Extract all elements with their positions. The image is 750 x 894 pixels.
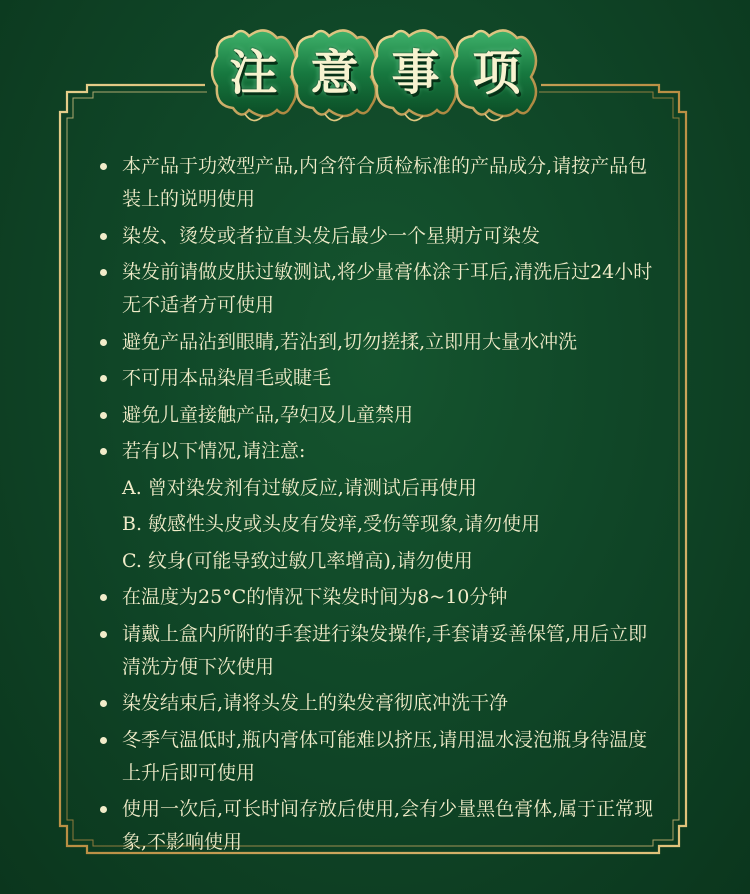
- list-item: [100, 326, 660, 359]
- title-char: 意: [310, 45, 359, 101]
- list-item: [100, 618, 660, 684]
- bullet-icon: [100, 700, 107, 707]
- list-item: [100, 220, 660, 253]
- list-item: [100, 150, 660, 216]
- sub-item: [100, 545, 660, 578]
- item-text: 本产品于功效型产品,内含符合质检标准的产品成分,请按产品包装上的说明使用: [122, 155, 648, 210]
- item-text: C. 纹身(可能导致过敏几率增高),请勿使用: [122, 549, 473, 572]
- title-text: [205, 22, 545, 132]
- item-text: 染发前请做皮肤过敏测试,将少量膏体涂于耳后,清洗后过24小时无不适者方可使用: [122, 261, 653, 316]
- bullet-icon: [100, 339, 107, 346]
- title-char: 事: [391, 45, 440, 101]
- list-item: [100, 581, 660, 614]
- bullet-icon: [100, 412, 107, 419]
- list-item: [100, 256, 660, 322]
- bullet-icon: [100, 806, 107, 813]
- item-text: B. 敏感性头皮或头皮有发痒,受伤等现象,请勿使用: [122, 513, 541, 535]
- list-item: [100, 435, 660, 468]
- list-item: [100, 793, 660, 859]
- item-text: 不可用本品染眉毛或睫毛: [122, 367, 332, 389]
- list-item: [100, 362, 660, 395]
- item-text: 染发结束后,请将头发上的染发膏彻底冲洗干净: [122, 692, 509, 714]
- item-text: 若有以下情况,请注意:: [122, 440, 306, 462]
- bullet-icon: [100, 163, 107, 170]
- bullet-icon: [100, 448, 107, 455]
- notice-list: [100, 150, 660, 863]
- bullet-icon: [100, 269, 107, 276]
- item-text: 染发、烫发或者拉直头发后最少一个星期方可染发: [122, 224, 541, 247]
- bullet-icon: [100, 631, 107, 638]
- sub-item: [100, 472, 660, 505]
- item-text: 在温度为25°C的情况下染发时间为8~10分钟: [122, 586, 508, 608]
- list-item: [100, 687, 660, 720]
- bullet-icon: [100, 233, 107, 240]
- item-text: 使用一次后,可长时间存放后使用,会有少量黑色膏体,属于正常现象,不影响使用: [122, 798, 654, 853]
- bullet-icon: [100, 737, 107, 744]
- item-text: 请戴上盒内所附的手套进行染发操作,手套请妥善保管,用后立即清洗方便下次使用: [122, 622, 648, 678]
- bullet-icon: [100, 375, 107, 382]
- sub-item: [100, 508, 660, 541]
- bullet-icon: [100, 594, 107, 601]
- item-text: 避免产品沾到眼睛,若沾到,切勿搓揉,立即用大量水冲洗: [122, 330, 578, 353]
- item-text: 避免儿童接触产品,孕妇及儿童禁用: [122, 403, 414, 426]
- list-item: [100, 399, 660, 432]
- title-banner: [205, 22, 545, 132]
- item-text: 冬季气温低时,瓶内膏体可能难以挤压,请用温水浸泡瓶身待温度上升后即可使用: [122, 728, 648, 784]
- title-char: 项: [472, 45, 521, 101]
- list-item: [100, 724, 660, 790]
- item-text: A. 曾对染发剂有过敏反应,请测试后再使用: [122, 476, 477, 499]
- title-char: 注: [229, 45, 278, 101]
